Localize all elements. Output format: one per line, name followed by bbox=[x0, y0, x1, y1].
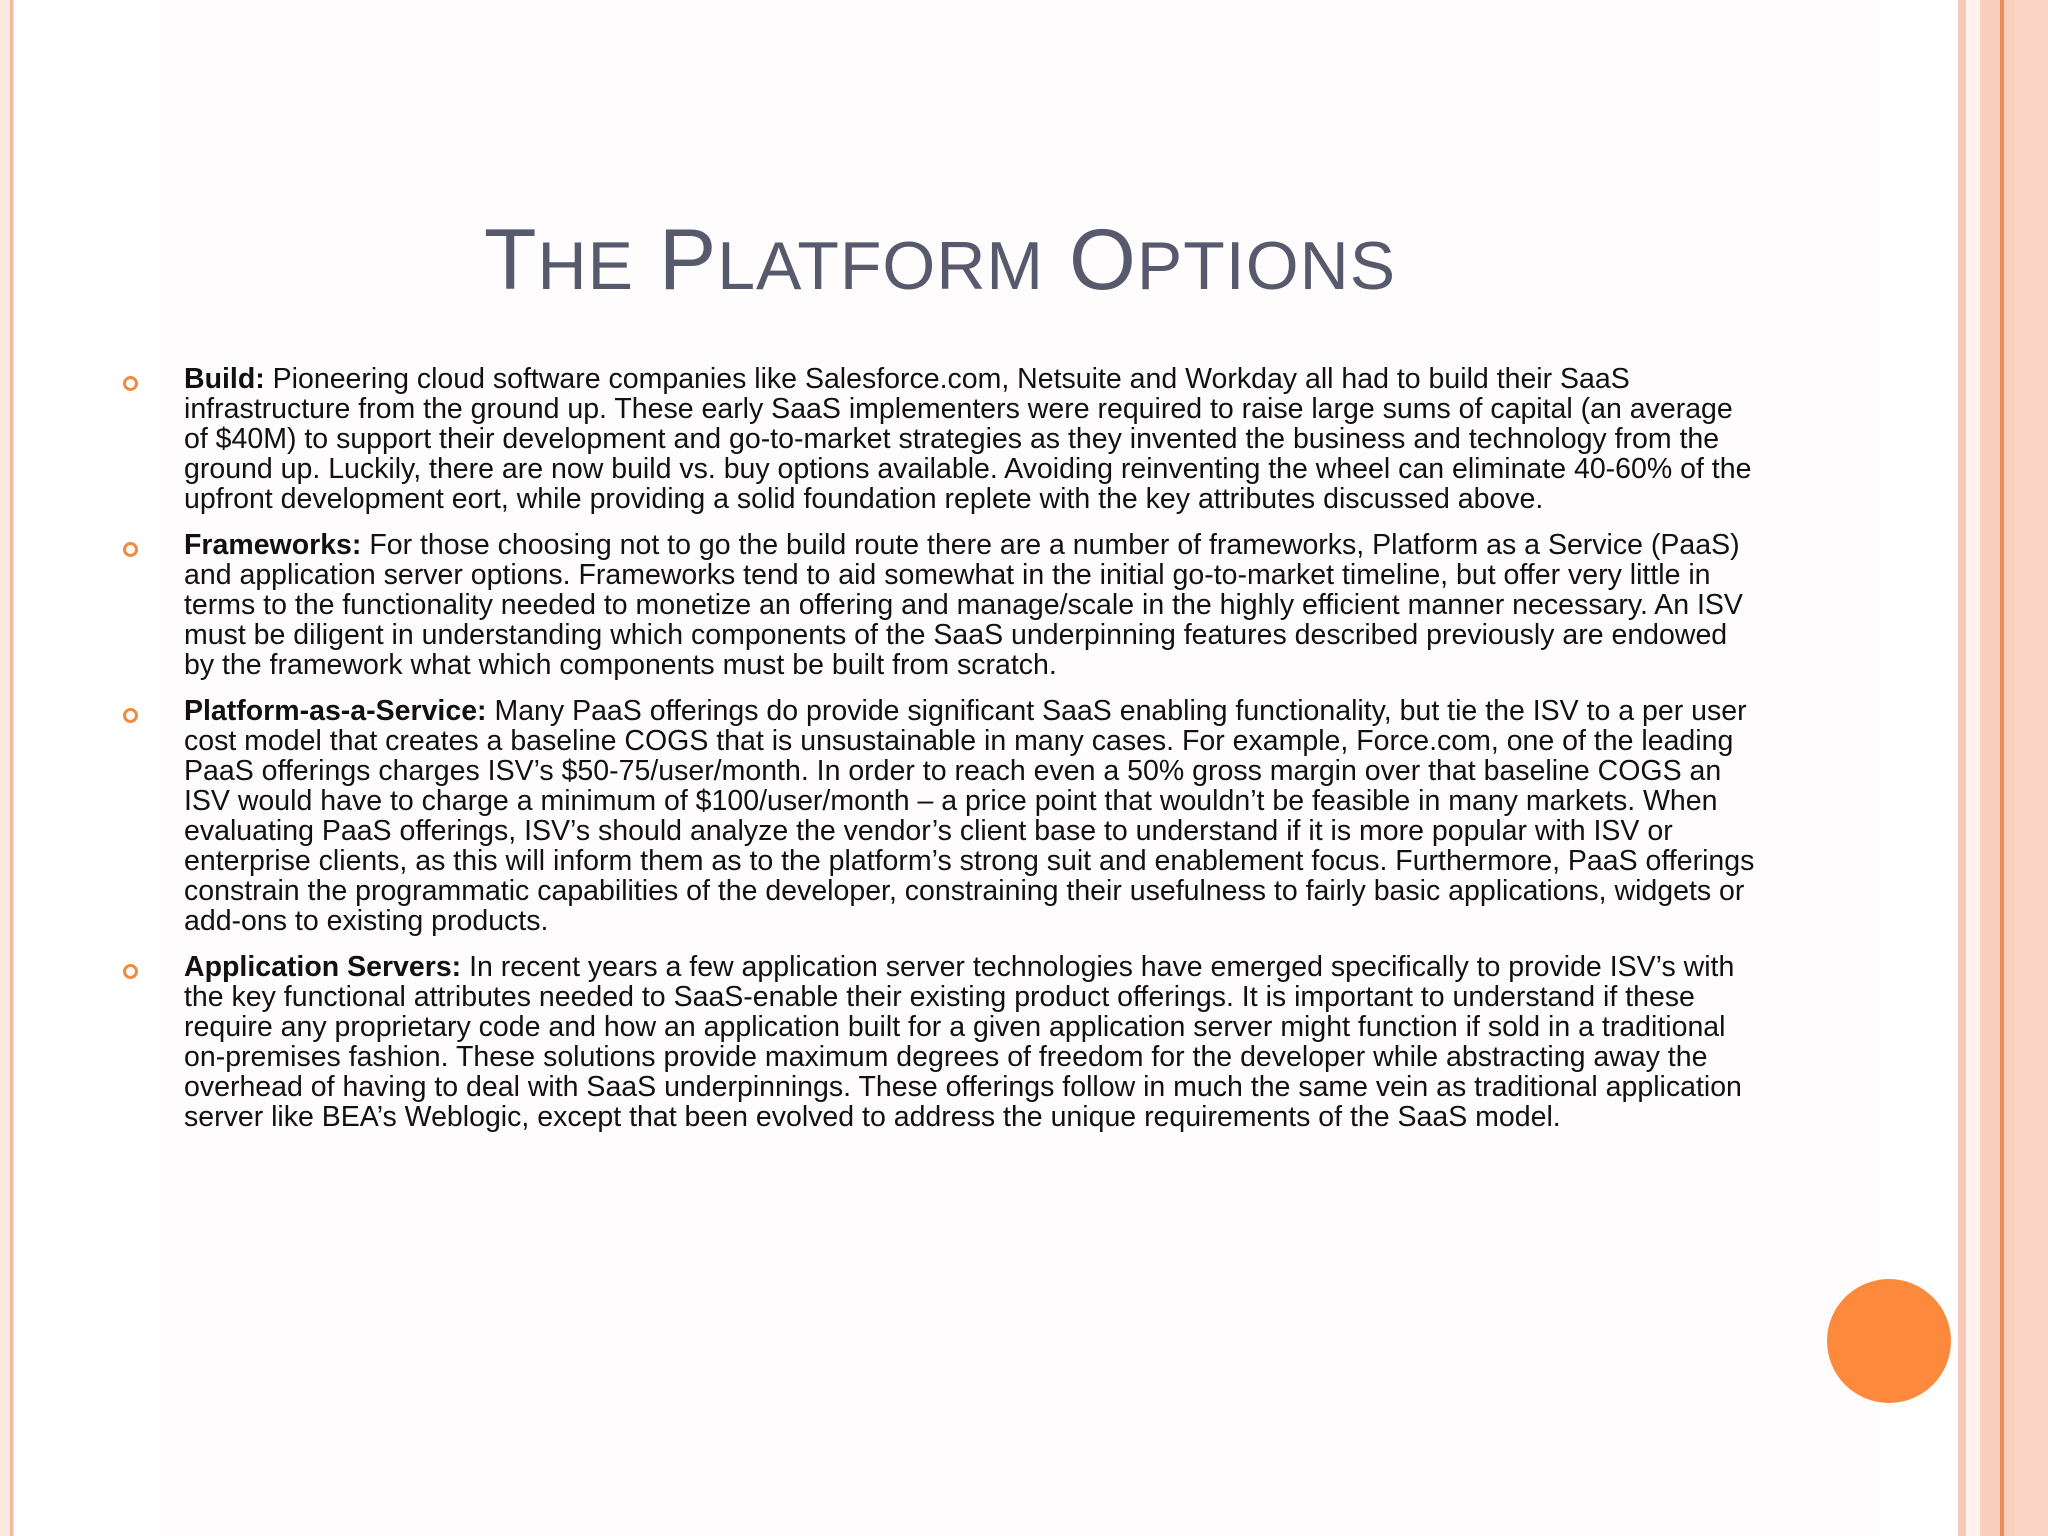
bullet-item-application-servers bbox=[122, 952, 1762, 1132]
bullet-text: For those choosing not to go the build route there are a number of frameworks, Platform as a Service (PaaS) and application server options. Frameworks tend to aid somewhat in the initial go-to-market timeline, but offer very little in terms to the functionality needed to monetize an offering and manage/scale in the highly efficient manner necessary. An ISV must be diligent in understanding which components of the SaaS underpinning features described previously are endowed by the framework what which components must be built from scratch. bbox=[184, 529, 1743, 681]
right-border-stripe bbox=[1980, 0, 2000, 1536]
bullet-circle-icon bbox=[123, 708, 138, 723]
right-border-stripe bbox=[2004, 0, 2014, 1536]
bullet-heading: Application Servers: bbox=[184, 951, 462, 983]
title-rest: PTIONS bbox=[1136, 228, 1397, 304]
bullet-item-frameworks bbox=[122, 530, 1762, 680]
right-border-stripe bbox=[2014, 0, 2048, 1536]
decorative-orange-circle bbox=[1827, 1279, 1951, 1403]
bullet-heading: Frameworks: bbox=[184, 529, 362, 561]
bullet-circle-icon bbox=[123, 376, 138, 391]
title-initial: O bbox=[1069, 212, 1137, 308]
title-initial: P bbox=[658, 212, 718, 308]
bullet-list bbox=[122, 364, 1762, 1148]
bullet-item-paas bbox=[122, 696, 1762, 936]
bullet-heading: Platform-as-a-Service: bbox=[184, 695, 487, 727]
bullet-heading: Build: bbox=[184, 363, 265, 395]
title-rest: HE bbox=[537, 228, 634, 304]
bullet-text: Pioneering cloud software companies like Salesforce.com, Netsuite and Workday all had to build their SaaS infrastructure from the ground up. These early SaaS implementers were required to raise large sums of capital (an average of $40M) to support their development and go-to-market strategies as they invented the business and technology from the ground up. Luckily, there are now build vs. buy options available. Avoiding reinventing the wheel can eliminate 40-60% of the upfront development eort, while providing a solid foundation replete with the key attributes discussed above. bbox=[184, 363, 1752, 515]
bullet-circle-icon bbox=[123, 964, 138, 979]
bullet-text: In recent years a few application server technologies have emerged specifically to provide ISV’s with the key functional attributes needed to SaaS-enable their existing product offerings. It is important to understand if these require any proprietary code and how an application built for a given application server might function if sold in a traditional on-premises fashion. These solutions provide maximum degrees of freedom for the developer while abstracting away the overhead of having to deal with SaaS underpinnings. These offerings follow in much the same vein as traditional application server like BEA’s Weblogic, except that been evolved to address the unique requirements of the SaaS model. bbox=[184, 951, 1742, 1133]
slide-title bbox=[0, 210, 1880, 316]
right-border-stripe bbox=[1958, 0, 1966, 1536]
title-rest: LATFORM bbox=[717, 228, 1045, 304]
title-initial: T bbox=[483, 212, 538, 308]
right-border-stripe bbox=[1966, 0, 1980, 1536]
bullet-text: Many PaaS offerings do provide significant SaaS enabling functionality, but tie the ISV to a per user cost model that creates a baseline COGS that is unsustainable in many cases. For example, Force.com, one of the leading PaaS offerings charges ISV’s $50-75/user/month. In order to reach even a 50% gross margin over that baseline COGS an ISV would have to charge a minimum of $100/user/month – a price point that wouldn’t be feasible in many markets. When evaluating PaaS offerings, ISV’s should analyze the vendor’s client base to understand if it is more popular with ISV or enterprise clients, as this will inform them as to the platform’s strong suit and enablement focus. Furthermore, PaaS offerings constrain the programmatic capabilities of the developer, constraining their usefulness to fairly basic applications, widgets or add-ons to existing products. bbox=[184, 695, 1755, 937]
bullet-circle-icon bbox=[123, 542, 138, 557]
bullet-item-build bbox=[122, 364, 1762, 514]
